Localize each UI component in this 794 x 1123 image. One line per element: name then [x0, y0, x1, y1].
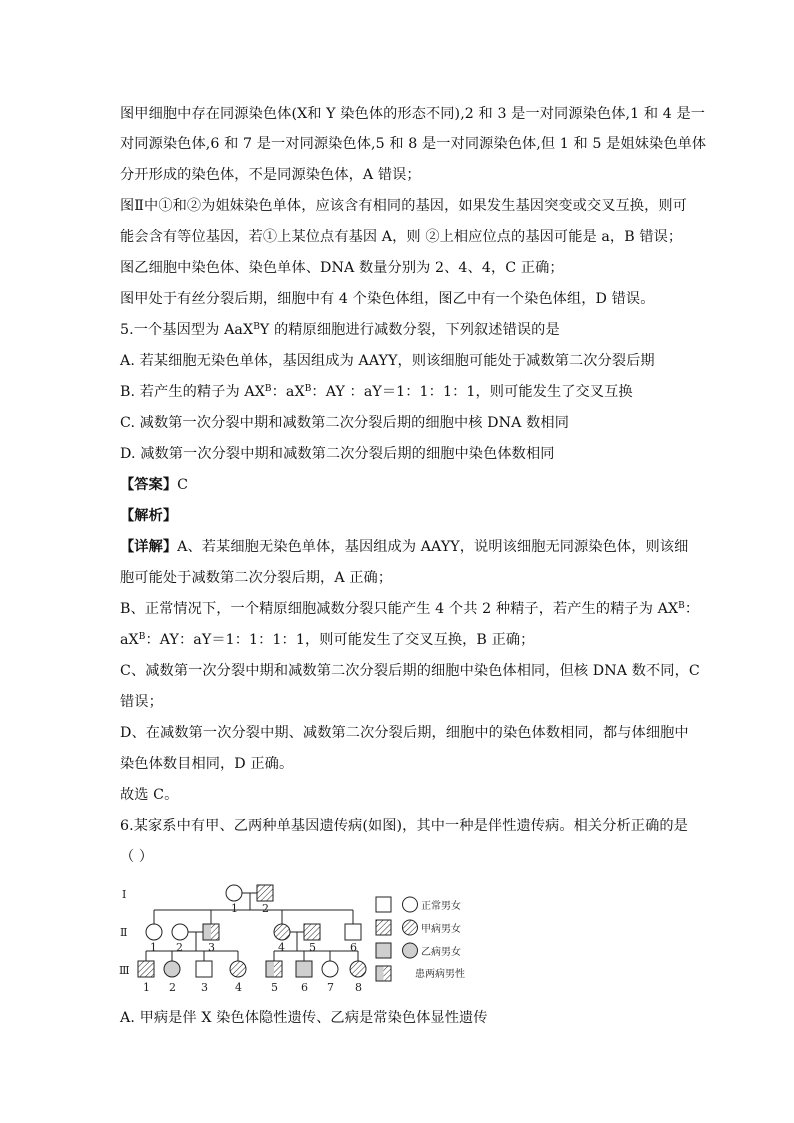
question-6-blank: （ ） — [120, 849, 154, 865]
legend-label: 甲病男女 — [421, 924, 461, 935]
q5-answer: 【答案】C — [120, 477, 189, 493]
text-line: 分开形成的染色体，不是同源染色体，A 错误； — [120, 167, 421, 183]
individual-label: 3 — [201, 981, 208, 994]
q5-option-b: B. 若产生的精子为 $AX^B$：$aX^B$：AY ：aY＝1：1：1：1，则可能发生了交叉互换 — [120, 384, 633, 400]
legend-disease-a-female-icon — [403, 920, 418, 935]
individual-label: 6 — [350, 941, 357, 954]
gen3-female-normal — [322, 961, 338, 977]
gen3-female-disease-a — [350, 961, 366, 977]
gen2-female-normal — [146, 924, 162, 940]
question-6-stem: 6.某家系中有甲、乙两种单基因遗传病(如图)，其中一种是伴性遗传病。相关分析正确的是 — [120, 818, 688, 834]
generation-label: Ⅲ — [119, 964, 130, 977]
text-line: 图甲处于有丝分裂后期，细胞中有 4 个染色体组，图乙中有一个染色体组，D 错误。 — [120, 291, 655, 307]
text-line: $aX^B$：AY：aY＝1：1：1：1，则可能发生了交叉互换，B 正确； — [120, 632, 535, 648]
gray-fill — [266, 961, 274, 977]
gen2-female-normal — [172, 924, 188, 940]
q5-detail-d: D、在减数第一次分裂中期、减数第二次分裂后期，细胞中的染色体数相同，都与体细胞中 — [120, 725, 689, 741]
q5-option-a: A. 若某细胞无染色单体，基因组成为 AAYY，则该细胞可能处于减数第二次分裂后期 — [120, 353, 655, 369]
individual-label: 5 — [309, 941, 316, 954]
pedigree-chart — [110, 876, 500, 996]
gen3-female-disease-a — [230, 961, 246, 977]
gen3-male-normal — [196, 961, 212, 977]
q5-detail-a: 【详解】A、若某细胞无染色单体，基因组成为 AAYY，说明该细胞无同源染色体，则该细 — [120, 539, 689, 555]
q5-conclusion: 故选 C。 — [120, 787, 179, 803]
legend-disease-a-male-icon — [376, 920, 391, 935]
individual-label: 6 — [301, 981, 308, 994]
q6-option-a: A. 甲病是伴 X 染色体隐性遗传、乙病是常染色体显性遗传 — [120, 1010, 488, 1026]
gen2-female-disease-a — [274, 924, 290, 940]
legend-normal-male-icon — [376, 897, 391, 912]
legend-label: 正常男女 — [421, 901, 461, 912]
individual-label: 2 — [262, 902, 269, 915]
q5-detail-c: C、减数第一次分裂中期和减数第二次分裂后期的细胞中染色体相同，但核 DNA 数不同，C — [120, 663, 700, 679]
text-line: 图Ⅱ中①和②为姐妹染色单体，应该含有相同的基因，如果发生基因突变或交叉互换，则可 — [120, 198, 687, 214]
gen2-male-disease-a — [304, 924, 320, 940]
individual-label: 2 — [176, 941, 183, 954]
question-5-stem: 5.一个基因型为 AaX$^B$Y 的精原细胞进行减数分裂，下列叙述错误的是 — [120, 322, 560, 338]
legend-label: 乙病男女 — [421, 947, 461, 958]
individual-label: 1 — [143, 981, 150, 994]
gray-fill — [376, 966, 384, 981]
q5-option-c: C. 减数第一次分裂中期和减数第二次分裂后期的细胞中核 DNA 数相同 — [120, 415, 569, 431]
hatch-fill — [211, 924, 219, 940]
individual-label: 4 — [278, 941, 285, 954]
legend-label: 患两病男性 — [415, 969, 465, 980]
individual-label: 8 — [355, 981, 362, 994]
text-line: 对同源染色体,6 和 7 是一对同源染色体,5 和 8 是一对同源染色体,但 1 和 5 是姐妹染色单体 — [120, 136, 707, 152]
gray-fill — [203, 924, 211, 940]
q5-option-d: D. 减数第一次分裂中期和减数第二次分裂后期的细胞中染色体数相同 — [120, 446, 555, 462]
gen2-male-normal — [345, 924, 361, 940]
individual-label: 1 — [150, 941, 157, 954]
legend-normal-female-icon — [403, 897, 418, 912]
q5-detail-b: B、正常情况下，一个精原细胞减数分裂只能产生 4 个共 2 种精子，若产生的精子为 $AX^B$： — [120, 601, 700, 617]
text-line: 染色体数目相同，D 正确。 — [120, 756, 294, 772]
legend-disease-b-male-icon — [376, 943, 391, 958]
gen3-female-disease-b — [164, 961, 180, 977]
text-line: 胞可能处于减数第二次分裂后期，A 正确； — [120, 570, 393, 586]
text-line: 图乙细胞中染色体、染色单体、DNA 数量分别为 2、4、4，C 正确； — [120, 260, 564, 276]
generation-label: Ⅱ — [120, 926, 128, 939]
text-line: 能会含有等位基因，若①上某位点有基因 A，则 ②上相应位点的基因可能是 a，B 错误； — [120, 229, 683, 245]
individual-label: 3 — [208, 941, 215, 954]
generation-label: Ⅰ — [122, 888, 127, 901]
individual-label: 5 — [271, 981, 278, 994]
gen1-male-disease-a — [257, 885, 273, 901]
individual-label: 7 — [327, 981, 334, 994]
individual-label: 2 — [169, 981, 176, 994]
text-line: 错误； — [120, 694, 163, 710]
text-line: 图甲细胞中存在同源染色体(X和 Y 染色体的形态不同),2 和 3 是一对同源染色体,1 和 4 是一 — [120, 106, 706, 122]
hatch-fill — [384, 966, 392, 981]
hatch-fill — [274, 961, 282, 977]
individual-label: 1 — [231, 902, 238, 915]
gen1-female-normal — [226, 885, 242, 901]
gen3-male-disease-a — [138, 961, 154, 977]
q5-analysis-label: 【解析】 — [120, 508, 178, 524]
legend-disease-b-female-icon — [403, 943, 418, 958]
individual-label: 4 — [235, 981, 242, 994]
gen3-male-disease-b — [296, 961, 312, 977]
